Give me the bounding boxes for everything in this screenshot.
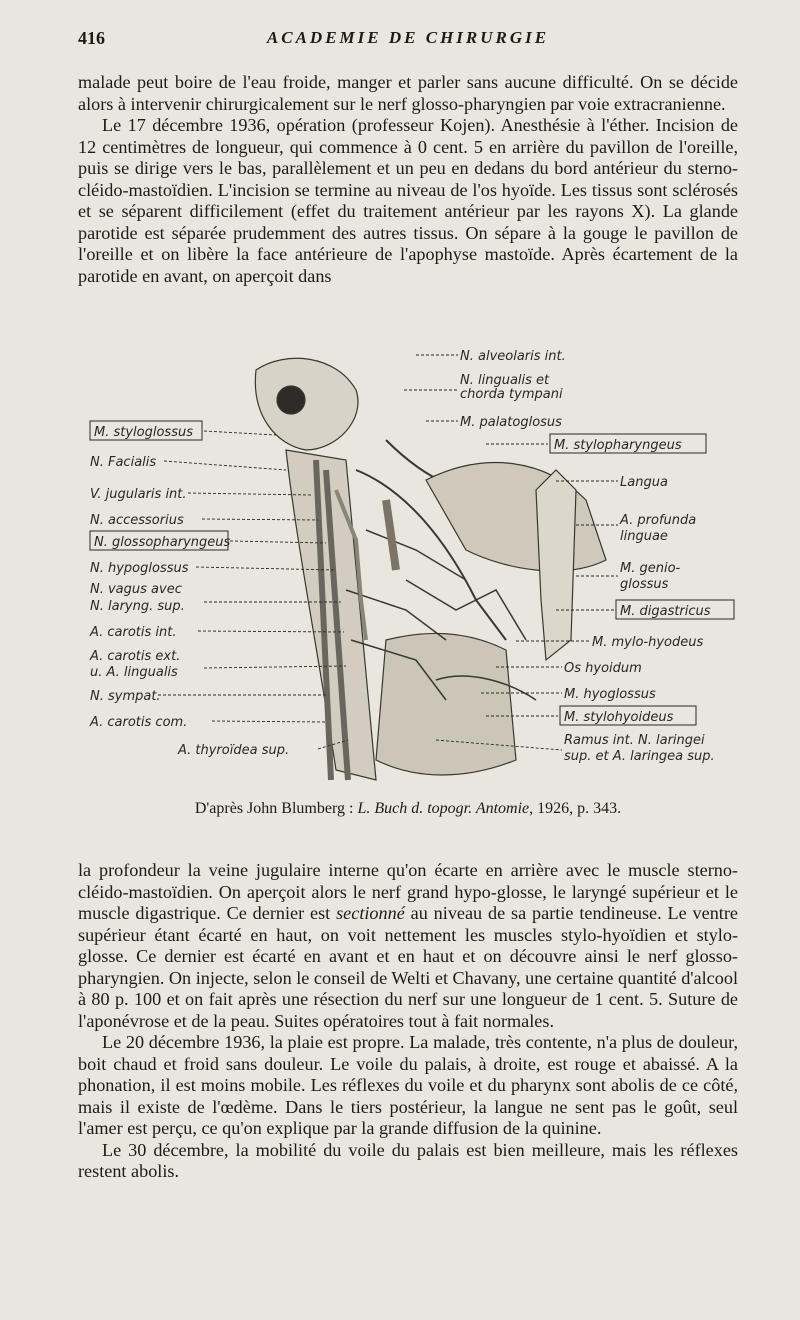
label-hyoglossus: M. hyoglossus	[564, 687, 656, 702]
paragraph: Le 30 décembre, la mobilité du voile du palais est bien meilleure, mais les réflexes restent abolis.	[78, 1139, 738, 1181]
label-thyroidea-sup: A. thyroïdea sup.	[178, 743, 290, 758]
label-accessorius: N. accessorius	[90, 513, 184, 528]
label-carotis-ext: A. carotis ext.	[90, 649, 181, 664]
label-digastricus: M. digastricus	[620, 604, 711, 619]
label-chorda-tympani: chorda tympani	[460, 387, 563, 402]
label-profunda: A. profunda	[620, 513, 697, 528]
paragraph-text: au niveau de sa partie tendineuse. Le ventre supérieur étant écarté en haut, on voit nettement les muscles stylo-hyoïdien et stylo-glosse. Ce dernier est écarté en avant et en haut et on découvre ainsi le nerf glosso-pharyngien. On injecte, selon le conseil de Welti et Chavany, une certaine quantité d'alcool à 80 p. 100 et on fait après une résection du nerf sur une longueur de 1 cent. 5. Suture de l'aponévrose et de la peau. Suites opératoires tout à fait normales.	[78, 903, 738, 1031]
label-carotis-int: A. carotis int.	[90, 625, 177, 640]
emphasis-text: sectionné	[336, 903, 405, 923]
caption-source: L. Buch d. topogr. Antomie	[357, 800, 530, 817]
paragraph-text: la profondeur la veine jugulaire interne qu'on écarte en arrière avec le muscle sterno-cléido-mastoïdien. On aperçoit alors le nerf grand hypo-glosse, le laryngé supérieur et le muscle digastrique. Ce dernier est	[78, 860, 738, 923]
neck-dissection-illustration	[86, 340, 746, 785]
label-linguae: linguae	[620, 529, 668, 544]
label-palatoglosus: M. palatoglosus	[460, 415, 562, 430]
body-text-top	[78, 72, 738, 287]
paragraph: Le 17 décembre 1936, opération (professeur Kojen). Anesthésie à l'éther. Incision de 12 centimètres de longueur, qui commence à 0 cent. 5 en arrière du pavillon de l'oreille, puis se dirige vers le bas, parallèlement et un peu en dedans du bord antérieur du sterno-cléido-mastoïdien. L'incision se termine au niveau de l'os hyoïde. Les tissus sont sclérosés et se séparent difficilement (effet du traitement antérieur par les rayons X). La glande parotide est séparée prudemment des autres tissus. On sépare à la gouge le pavillon de l'oreille et on libère la face antérieure de l'apophyse mastoïde. Après écartement de la parotide en avant, on aperçoit dans	[78, 115, 738, 286]
label-mylo-hyodeus: M. mylo-hyodeus	[592, 635, 704, 650]
label-alveolaris: N. alveolaris int.	[460, 349, 566, 364]
page-header	[78, 28, 738, 52]
label-styloglossus: M. styloglossus	[94, 425, 193, 440]
label-facialis: N. Facialis	[90, 455, 157, 470]
label-genio: M. genio-	[620, 561, 681, 576]
label-glossopharyngeus: N. glossopharyngeus	[94, 535, 231, 550]
running-title: ACADEMIE DE CHIRURGIE	[266, 28, 550, 47]
label-glossus: glossus	[620, 577, 669, 592]
label-ramus-int: Ramus int. N. laringei	[564, 733, 705, 748]
caption-prefix: D'après John Blumberg :	[194, 800, 358, 817]
label-hypoglossus: N. hypoglossus	[90, 561, 189, 576]
label-stylohyoideus: M. stylohyoideus	[564, 710, 674, 725]
caption-suffix: , 1926, p. 343.	[529, 800, 622, 817]
label-os-hyoidum: Os hyoidum	[564, 661, 642, 676]
label-laryng-sup: N. laryng. sup.	[90, 599, 185, 614]
label-lingualis-et: N. lingualis et	[460, 373, 550, 388]
label-lingualis: u. A. lingualis	[90, 665, 178, 680]
label-vagus: N. vagus avec	[90, 582, 182, 597]
paragraph: malade peut boire de l'eau froide, manger et parler sans aucune difficulté. On se décide alors à intervenir chirurgicalement sur le nerf glosso-pharyngien par voie extracranienne.	[78, 72, 738, 114]
label-sympat: N. sympat.	[90, 689, 161, 704]
paragraph	[78, 860, 738, 1032]
label-langua: Langua	[620, 475, 668, 490]
label-laringea-sup: sup. et A. laringea sup.	[564, 749, 715, 764]
figure-caption	[78, 800, 738, 818]
label-jugularis: V. jugularis int.	[90, 487, 187, 502]
body-text-bottom	[78, 860, 738, 1183]
page-number: 416	[78, 28, 105, 48]
paragraph: Le 20 décembre 1936, la plaie est propre. La malade, très contente, n'a plus de douleur, boit chaud et froid sans douleur. Le voile du palais, à droite, est rouge et abaissé. A la phonation, il est moins mobile. Les réflexes du voile et du pharynx sont abolis de ce côté, mais il existe de l'œdème. Dans le tiers postérieur, la langue ne sent pas le goût, seul l'amer est perçu, ce qu'on explique par la grande diffusion de la quinine.	[78, 1032, 738, 1138]
label-stylopharyngeus: M. stylopharyngeus	[554, 438, 682, 453]
anatomical-figure	[86, 340, 746, 785]
label-carotis-com: A. carotis com.	[90, 715, 188, 730]
